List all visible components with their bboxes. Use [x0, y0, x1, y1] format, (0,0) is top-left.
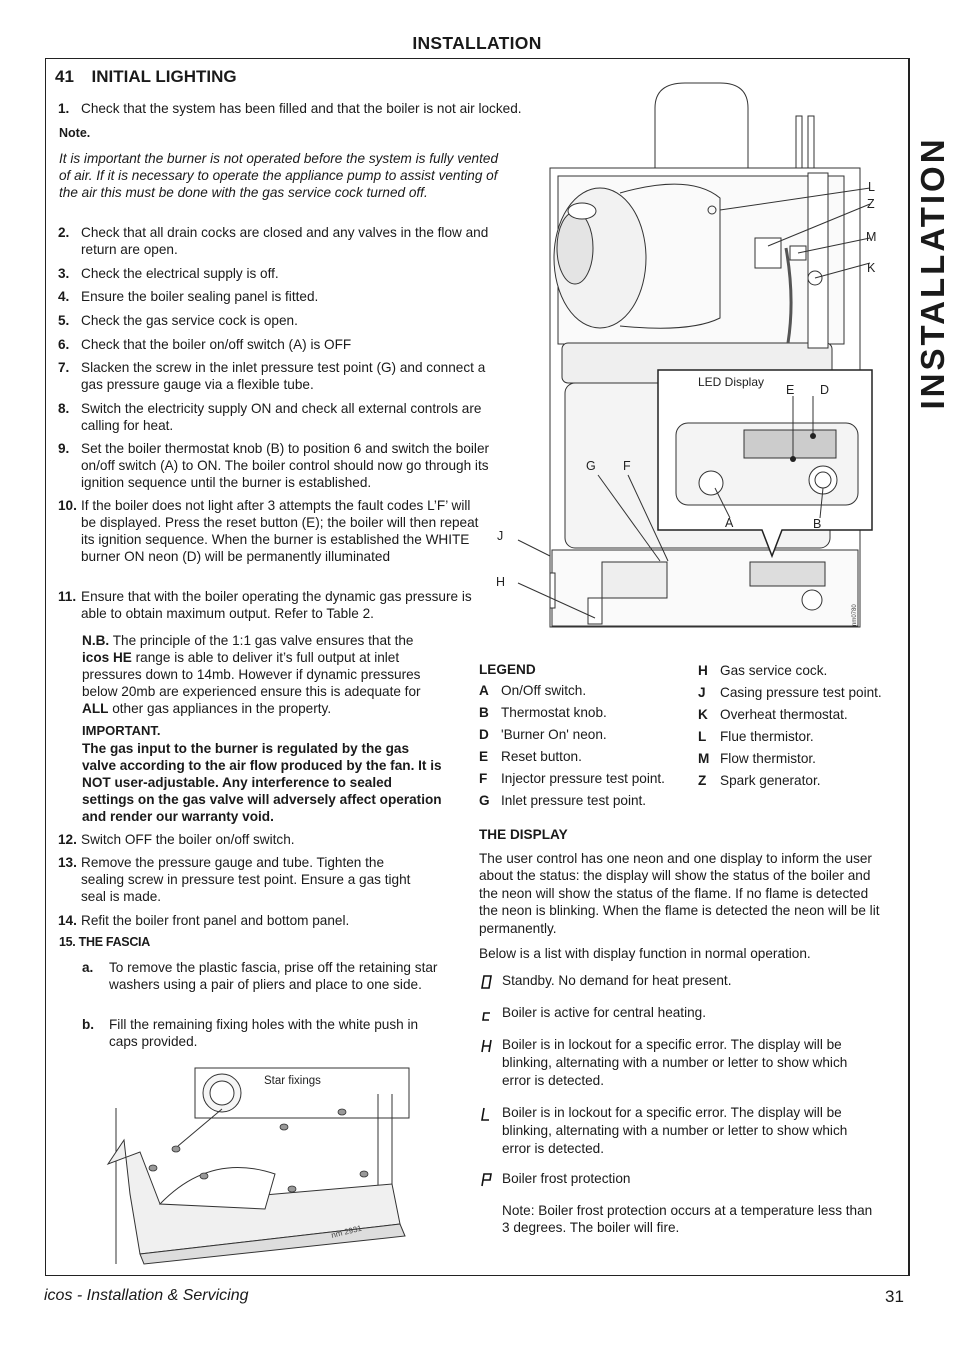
nb-text-1: The principle of the 1:1 gas valve ensures that the: [112, 633, 414, 648]
legend-item: [698, 704, 848, 726]
step-text: Switch the electricity supply ON and check all external controls are calling for heat.: [81, 401, 482, 433]
step-11: [58, 588, 490, 622]
step-number: 2.: [58, 225, 70, 240]
step-13: [58, 854, 428, 905]
footer-doc-title: - Installation & Servicing: [72, 1287, 249, 1304]
callout-M: M: [866, 230, 877, 244]
important-label: IMPORTANT.: [82, 723, 161, 738]
sidebar-tab: [909, 58, 954, 1276]
callout-E: E: [786, 383, 795, 397]
legend-item: [479, 768, 665, 790]
display-row-text: Boiler is in lockout for a specific error. The display will be blinking, alternating with a number or letter to show which error is detected.: [502, 1105, 848, 1156]
section-title: INITIAL LIGHTING: [91, 67, 237, 86]
step-text: Check the electrical supply is off.: [81, 266, 279, 281]
callout-J: J: [497, 529, 504, 543]
legend-text: Reset button.: [501, 749, 582, 764]
nb-text-2: range is able to deliver it’s full output at inlet pressures down to 14mb. However if dynamic pressures below 20mb are experienced ensure this is adequate for: [82, 650, 421, 699]
legend-text: Thermostat knob.: [501, 705, 607, 720]
legend-key: Z: [698, 773, 707, 788]
legend-item: [479, 746, 582, 768]
legend-text: Flue thermistor.: [720, 729, 814, 744]
step-number: 7.: [58, 360, 70, 375]
legend-item: [479, 790, 646, 812]
display-row-frost: [479, 1170, 879, 1188]
fascia-item-b: [82, 1016, 438, 1050]
callout-Z: Z: [867, 197, 875, 211]
display-section-title: THE DISPLAY: [479, 827, 568, 842]
step-number: 6.: [58, 337, 70, 352]
legend-item: [698, 748, 816, 770]
step-6: [58, 336, 502, 353]
note-label: Note.: [59, 126, 91, 140]
fascia-diagram-code: nm 2931: [330, 1223, 363, 1240]
step-text: Check that the system has been filled and that the boiler is not air locked.: [81, 101, 522, 116]
step-number: 10.: [58, 498, 77, 513]
legend-text: Spark generator.: [720, 773, 821, 788]
step-text: If the boiler does not light after 3 attempts the fault codes L’F’ will be displayed. Press the reset button (E); the boiler will then repeat its ignition sequence. When the burner is established the WHITE burner ON neon (D) will be permanently illuminated: [81, 498, 479, 564]
page-number: 31: [885, 1287, 904, 1306]
note-text: It is important the burner is not operated before the system is fully vented of air. If it is necessary to operate the appliance pump to assist venting of the air this must be done with the gas service cock turned off.: [59, 151, 499, 200]
step-number: 5.: [58, 313, 70, 328]
important-text: The gas input to the burner is regulated by the gas valve according to the air flow produced by the fan. It is NOT user-adjustable. Any interference to sealed settings on the gas valve will adversely affect operation and render our warranty void.: [82, 741, 442, 824]
page-header: INSTALLATION: [412, 33, 542, 53]
legend-text: 'Burner On' neon.: [501, 727, 607, 742]
step-text: Check the gas service cock is open.: [81, 313, 298, 328]
legend-key: J: [698, 685, 706, 700]
callout-G: G: [586, 459, 596, 473]
seven-segment-h-icon: [479, 1038, 495, 1054]
step-4: [58, 288, 502, 305]
step-number: 14.: [58, 913, 77, 928]
display-row-text: Boiler is in lockout for a specific error. The display will be blinking, alternating with a number or letter to show which error is detected.: [502, 1037, 848, 1088]
display-row-lockout-h: [479, 1036, 879, 1090]
step-5: [58, 312, 502, 329]
legend-item: [698, 770, 821, 792]
neon-marker: [810, 433, 816, 439]
callout-D: D: [820, 383, 830, 397]
step-number: 11.: [58, 589, 77, 604]
legend-title: LEGEND: [479, 662, 536, 677]
reset-button-marker: [790, 456, 796, 462]
step-text: Check that all drain cocks are closed and any valves in the flow and return are open.: [81, 225, 489, 257]
seven-segment-c-icon: [479, 1006, 495, 1022]
nb-text-3: other gas appliances in the property.: [112, 701, 332, 716]
nb-paragraph: [82, 632, 440, 717]
nb-brand: icos HE: [82, 650, 132, 665]
display-row-central-heating: [479, 1004, 879, 1022]
step-text: Check that the boiler on/off switch (A) is OFF: [81, 337, 352, 352]
seven-segment-l-icon: [479, 1106, 495, 1122]
legend-key: A: [479, 683, 489, 698]
nb-label: N.B.: [82, 633, 110, 648]
step-number: 8.: [58, 401, 70, 416]
callout-H: H: [496, 575, 506, 589]
nb-all: ALL: [82, 701, 109, 716]
step-text: Remove the pressure gauge and tube. Tighten the sealing screw in pressure test point. Ensure a gas tight seal is made.: [81, 855, 411, 904]
step-text: Slacken the screw in the inlet pressure test point (G) and connect a gas pressure gauge via a flexible tube.: [81, 360, 486, 392]
step-3: [58, 265, 502, 282]
legend-item: [698, 660, 827, 682]
fascia-item-text: To remove the plastic fascia, prise off the retaining star washers using a pair of pliers and place to one side.: [109, 960, 438, 992]
legend-item: [479, 680, 586, 702]
fascia-diagram: [100, 1064, 410, 1268]
legend-text: Flow thermistor.: [720, 751, 816, 766]
step-number: 1.: [58, 101, 70, 116]
step-9: [58, 440, 502, 491]
legend-item: [479, 702, 607, 724]
legend-item: [479, 724, 607, 746]
fascia-item-a: [82, 959, 438, 993]
footer-title: [44, 1287, 249, 1305]
step-number: 9.: [58, 441, 70, 456]
display-row-text: Standby. No demand for heat present.: [502, 973, 732, 988]
star-fixings-label: Star fixings: [264, 1075, 321, 1087]
step-number: 3.: [58, 266, 70, 281]
callout-A: A: [725, 516, 734, 530]
fascia-item-number: a.: [82, 960, 94, 975]
legend-key: B: [479, 705, 489, 720]
fascia-item-number: b.: [82, 1017, 95, 1032]
diagram-code: nm0780: [852, 604, 858, 626]
step-8: [58, 400, 502, 434]
boiler-diagram: [490, 78, 902, 638]
step-text: Ensure that with the boiler operating the dynamic gas pressure is able to obtain maximum output. Refer to Table 2.: [81, 589, 472, 621]
step-2: [58, 224, 502, 258]
fascia-label: 15. THE FASCIA: [59, 935, 150, 949]
step-text: Set the boiler thermostat knob (B) to position 6 and switch the boiler on/off switch (A) to ON. The boiler control should now go through its ignition sequence until the burner is established.: [81, 441, 490, 490]
step-text: Refit the boiler front panel and bottom panel.: [81, 913, 350, 928]
step-14: [58, 912, 502, 929]
step-number: 12.: [58, 832, 77, 847]
step-number: 4.: [58, 289, 70, 304]
step-12: [58, 831, 502, 848]
legend-key: K: [698, 707, 708, 722]
step-text: Switch OFF the boiler on/off switch.: [81, 832, 295, 847]
legend-text: On/Off switch.: [501, 683, 587, 698]
callout-F: F: [623, 459, 631, 473]
callout-L: L: [868, 180, 875, 194]
legend-text: Casing pressure test point.: [720, 685, 882, 700]
legend-key: M: [698, 751, 710, 766]
callout-K: K: [867, 261, 876, 275]
legend-text: Injector pressure test point.: [501, 771, 665, 786]
display-row-text: Boiler is active for central heating.: [502, 1005, 707, 1020]
legend-key: G: [479, 793, 490, 808]
legend-key: H: [698, 663, 708, 678]
legend-key: F: [479, 771, 488, 786]
footer-brand: icos: [44, 1287, 73, 1304]
legend-text: Gas service cock.: [720, 663, 828, 678]
section-number: 41: [55, 67, 74, 86]
frost-note: Note: Boiler frost protection occurs at a temperature less than 3 degrees. The boiler will fire.: [502, 1203, 873, 1236]
led-display-label: LED Display: [698, 375, 765, 389]
display-intro: The user control has one neon and one display to inform the user about the status: the display will show the status of the boiler and the neon will show the status of the flame. If no flame is detected the neon is blinking. When the flame is detected the neon will be lit permanently.: [479, 851, 880, 936]
legend-text: Inlet pressure test point.: [501, 793, 647, 808]
legend-text: Overheat thermostat.: [720, 707, 848, 722]
legend-key: L: [698, 729, 707, 744]
legend-item: [698, 726, 814, 748]
section-heading: [55, 67, 237, 87]
legend-item: [698, 682, 882, 704]
legend-key: E: [479, 749, 489, 764]
step-7: [58, 359, 502, 393]
callout-B: B: [813, 517, 822, 531]
fascia-item-text: Fill the remaining fixing holes with the white push in caps provided.: [109, 1017, 419, 1049]
display-row-text: Boiler frost protection: [502, 1171, 631, 1186]
seven-segment-0-icon: [479, 974, 495, 990]
step-text: Ensure the boiler sealing panel is fitted.: [81, 289, 319, 304]
legend-key: D: [479, 727, 489, 742]
seven-segment-p-icon: [479, 1172, 495, 1188]
display-row-lockout-l: [479, 1104, 879, 1158]
step-number: 13.: [58, 855, 77, 870]
step-10: [58, 497, 488, 565]
display-list-intro: Below is a list with display function in normal operation.: [479, 946, 811, 961]
sidebar-label: INSTALLATION: [913, 136, 951, 410]
display-row-standby: [479, 972, 879, 990]
